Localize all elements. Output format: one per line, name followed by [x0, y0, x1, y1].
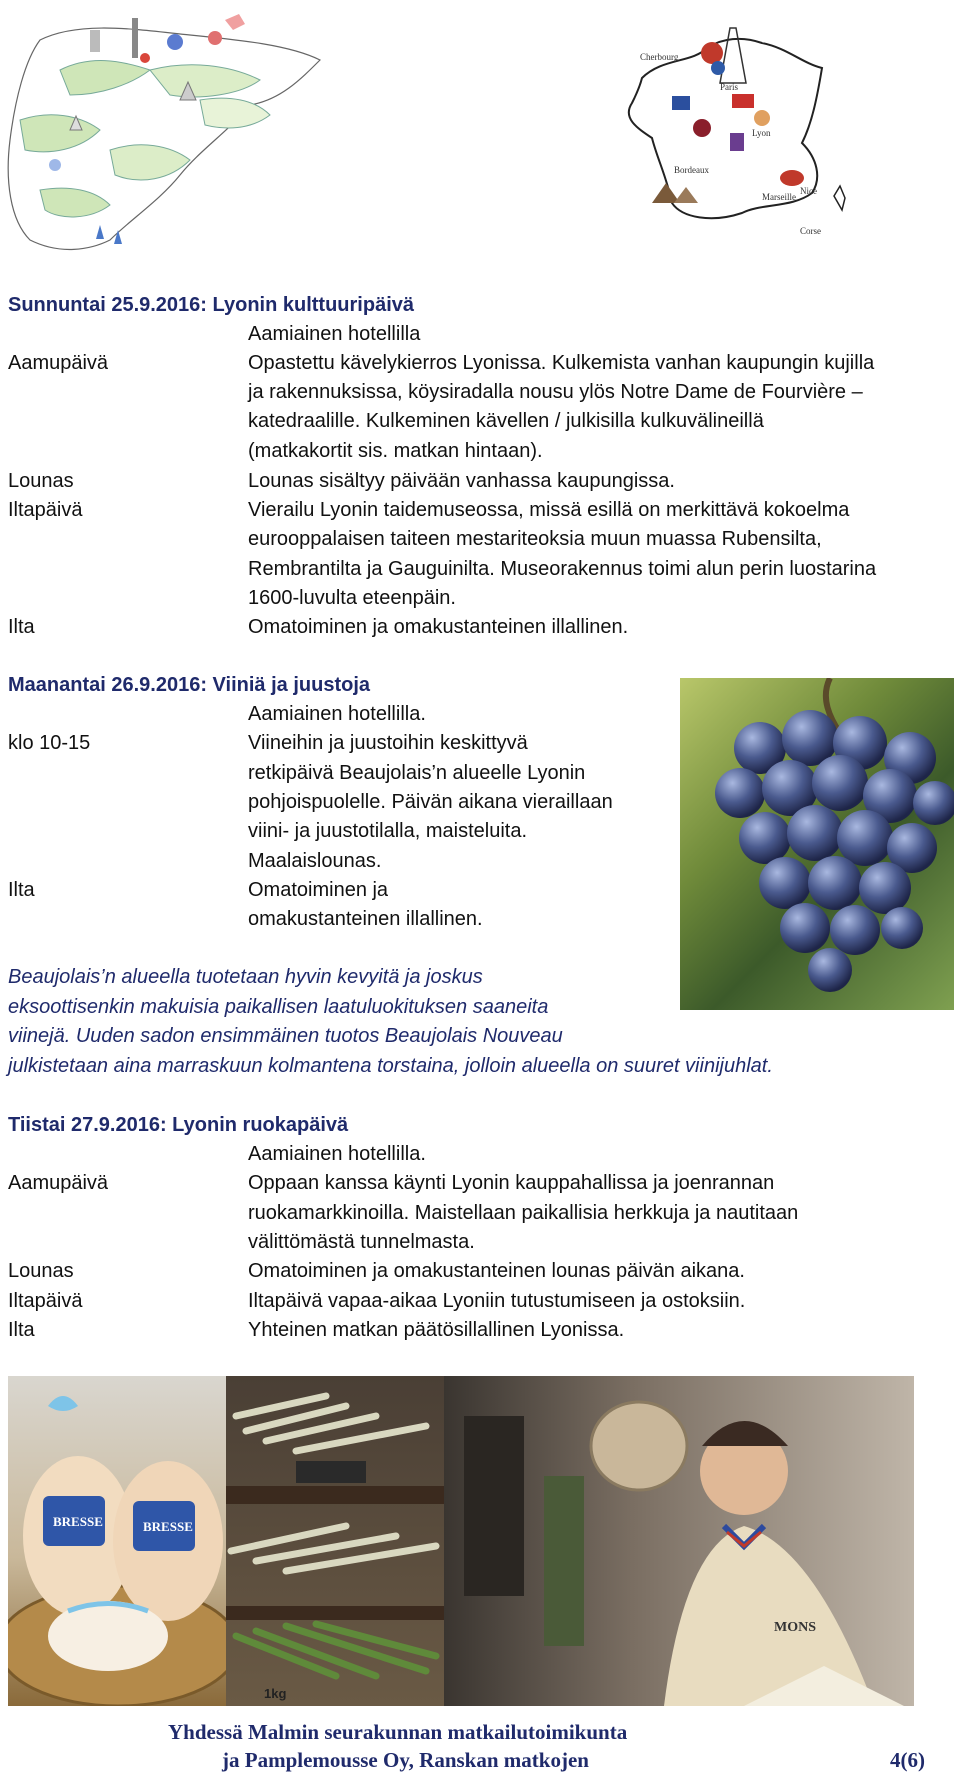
asparagus-photo [226, 1376, 444, 1706]
footer-line-2: ja Pamplemousse Oy, Ranskan matkojen [222, 1748, 589, 1772]
map-city-label: Cherbourg [640, 52, 679, 62]
map-city-label: Nice [800, 186, 817, 196]
region-map-illustration [0, 0, 330, 262]
time-label: Iltapäivä [8, 499, 83, 521]
time-label: Iltapäivä [8, 1290, 83, 1312]
day-title: Maanantai 26.9.2016: Viiniä ja juustoja [8, 674, 371, 696]
schedule-text: Omatoiminen ja [248, 879, 389, 901]
schedule-text: välittömästä tunnelmasta. [248, 1231, 475, 1253]
france-map-illustration [612, 8, 858, 250]
cheesemonger-photo [444, 1376, 914, 1706]
schedule-text: Iltapäivä vapaa-aikaa Lyoniin tutustumiseen ja ostoksiin. [248, 1290, 746, 1312]
time-label: Aamupäivä [8, 1172, 109, 1194]
schedule-text: katedraalille. Kulkeminen kävellen / julkisilla kulkuvälineillä [248, 410, 764, 432]
time-label: Ilta [8, 1319, 35, 1341]
schedule-text: Aamiainen hotellilla [248, 323, 421, 345]
day-title: Tiistai 27.9.2016: Lyonin ruokapäivä [8, 1114, 349, 1136]
schedule-text: Aamiainen hotellilla. [248, 703, 426, 725]
schedule-text: (matkakortit sis. matkan hintaan). [248, 440, 543, 462]
time-label: Ilta [8, 616, 35, 638]
note-text: viinejä. Uuden sadon ensimmäinen tuotos Beaujolais Nouveau [8, 1025, 563, 1047]
schedule-text: Yhteinen matkan päätösillallinen Lyonissa. [248, 1319, 625, 1341]
time-label: Lounas [8, 1260, 74, 1282]
map-city-label: Lyon [752, 128, 771, 138]
schedule-text: Vierailu Lyonin taidemuseossa, missä esillä on merkittävä kokoelma [248, 499, 850, 521]
map-city-label: Bordeaux [674, 165, 709, 175]
asparagus-price-label: 1kg [264, 1686, 287, 1701]
chef-logo-label: MONS [774, 1620, 816, 1635]
schedule-text: ja rakennuksissa, köysiradalla nousu ylös Notre Dame de Fourvière – [248, 381, 863, 403]
schedule-text: ruokamarkkinoilla. Maistellaan paikallisia herkkuja ja nautitaan [248, 1202, 799, 1224]
map-city-label: Paris [720, 82, 738, 92]
schedule-text: Omatoiminen ja omakustanteinen illallinen. [248, 616, 629, 638]
schedule-text: eurooppalaisen taiteen mestariteoksia muun muassa Rubensilta, [248, 528, 822, 550]
bresse-label: BRESSE [143, 1519, 193, 1534]
schedule-text: Opastettu kävelykierros Lyonissa. Kulkemista vanhan kaupungin kujilla [248, 352, 875, 374]
schedule-text: Rembrantilta ja Gauguinilta. Museorakennus toimi alun perin luostarina [248, 558, 877, 580]
time-label: klo 10-15 [8, 732, 91, 754]
schedule-text: retkipäivä Beaujolais’n alueelle Lyonin [248, 762, 586, 784]
schedule-text: Viineihin ja juustoihin keskittyvä [248, 732, 528, 754]
schedule-text: viini- ja juustotilalla, maisteluita. [248, 820, 528, 842]
note-text: Beaujolais’n alueella tuotetaan hyvin kevyitä ja joskus [8, 966, 483, 988]
footer-line-1: Yhdessä Malmin seurakunnan matkailutoimikunta [168, 1720, 628, 1744]
schedule-text: Aamiainen hotellilla. [248, 1143, 426, 1165]
map-city-label: Marseille [762, 192, 796, 202]
time-label: Aamupäivä [8, 352, 109, 374]
schedule-text: Maalaislounas. [248, 850, 382, 872]
grape-cluster-illustration [680, 678, 954, 1010]
time-label: Ilta [8, 879, 35, 901]
schedule-text: 1600-luvulta eteenpäin. [248, 587, 456, 609]
note-text: eksoottisenkin makuisia paikallisen laatuluokituksen saaneita [8, 996, 549, 1018]
map-city-label: Corse [800, 226, 821, 236]
schedule-text: Oppaan kanssa käynti Lyonin kauppahallissa ja joenrannan [248, 1172, 775, 1194]
note-text: julkistetaan aina marraskuun kolmantena torstaina, jolloin alueella on suuret viinijuhlat. [8, 1055, 773, 1077]
day-title: Sunnuntai 25.9.2016: Lyonin kulttuuripäivä [8, 294, 415, 316]
page-number: 4(6) [890, 1748, 925, 1772]
bresse-label: BRESSE [53, 1514, 103, 1529]
time-label: Lounas [8, 470, 74, 492]
grapes-photo [680, 678, 954, 1010]
bresse-chicken-photo [8, 1376, 226, 1706]
schedule-text: Lounas sisältyy päivään vanhassa kaupungissa. [248, 470, 675, 492]
schedule-text: pohjoispuolelle. Päivän aikana vieraillaan [248, 791, 613, 813]
schedule-text: Omatoiminen ja omakustanteinen lounas päivän aikana. [248, 1260, 745, 1282]
schedule-text: omakustanteinen illallinen. [248, 908, 483, 930]
